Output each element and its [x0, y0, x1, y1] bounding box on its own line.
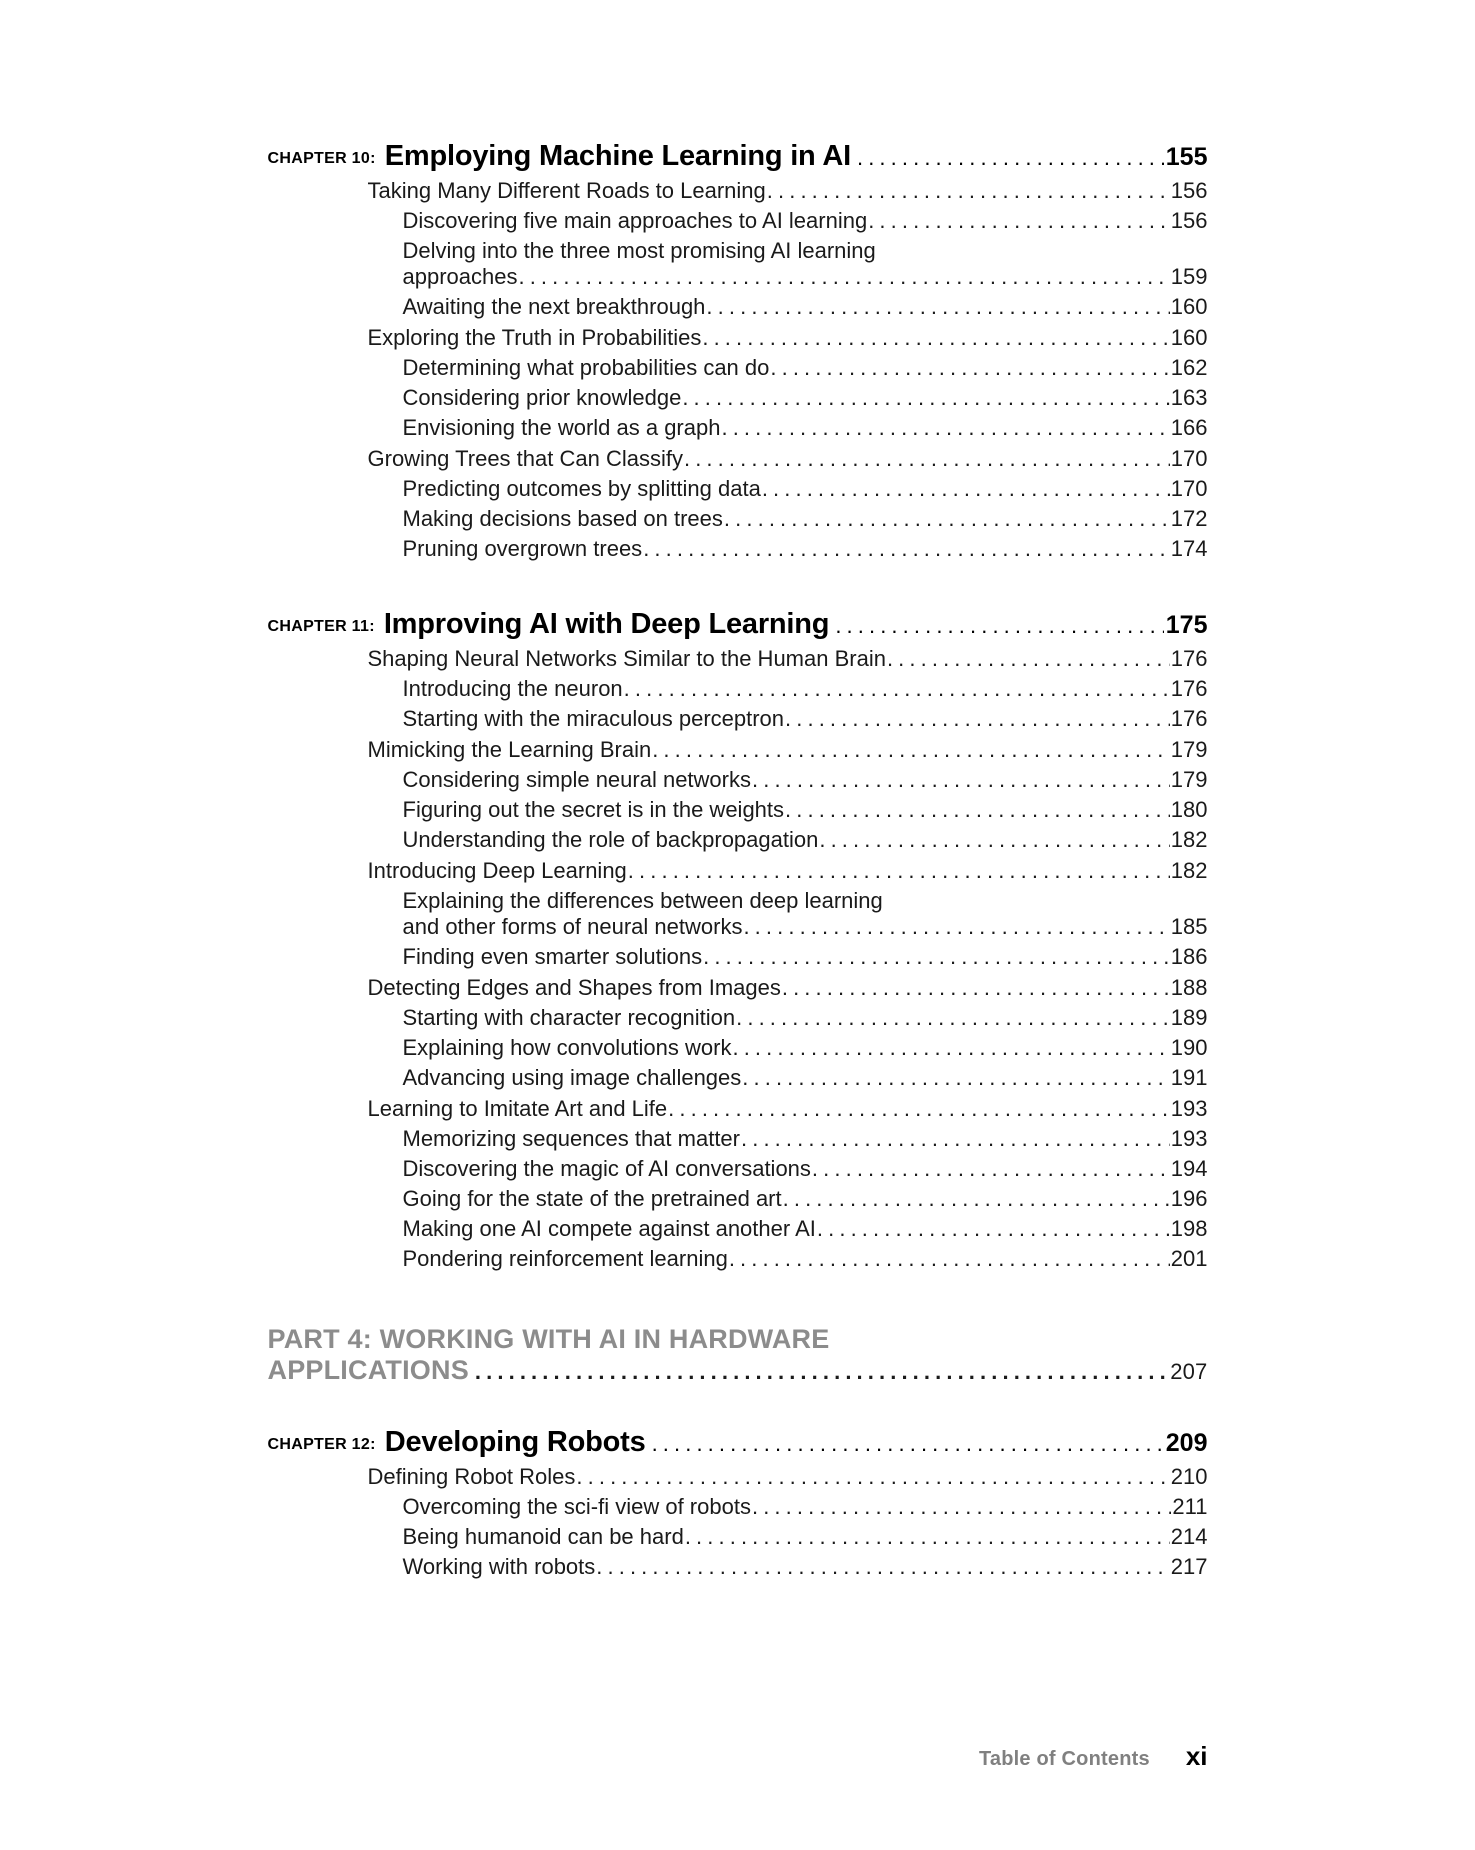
entry-text-line1: Explaining the differences between deep learning	[402, 888, 883, 913]
entry-page-number: 191	[1170, 1065, 1208, 1090]
entry-text: Going for the state of the pretrained art	[402, 1186, 782, 1211]
entry-page-number: 156	[1170, 178, 1208, 203]
entry-text: Discovering five main approaches to AI learning	[402, 208, 868, 233]
toc-entry[interactable]	[403, 1156, 1208, 1182]
entry-text: Considering simple neural networks	[402, 767, 751, 792]
entry-text: Introducing Deep Learning	[367, 858, 627, 883]
toc-entry[interactable]	[403, 476, 1208, 502]
dot-leader	[652, 737, 1170, 763]
entry-page-number: 176	[1170, 676, 1208, 701]
footer-running-head: Table of Contents	[979, 1748, 1150, 1770]
chapter-label: CHAPTER 11:	[267, 618, 375, 635]
dot-leader	[785, 797, 1170, 823]
chapter-page-number: 209	[1165, 1429, 1208, 1457]
entry-page-number: 162	[1170, 355, 1208, 380]
entry-page-number: 201	[1170, 1246, 1208, 1271]
entry-text: Pondering reinforcement learning	[402, 1246, 728, 1271]
entry-text: Working with robots	[402, 1554, 596, 1579]
toc-content	[268, 140, 1208, 1580]
entry-text: Awaiting the next breakthrough	[402, 294, 706, 319]
entry-page-number: 193	[1170, 1096, 1208, 1121]
entry-page-number: 182	[1170, 827, 1208, 852]
toc-entry[interactable]	[368, 1096, 1208, 1122]
entry-text: Introducing the neuron	[402, 676, 623, 701]
toc-entry[interactable]	[403, 385, 1208, 411]
dot-leader	[782, 975, 1170, 1001]
toc-entry[interactable]	[368, 737, 1208, 763]
entry-text-line1: Delving into the three most promising AI learning	[402, 238, 876, 263]
entry-text: Detecting Edges and Shapes from Images	[367, 975, 781, 1000]
toc-entry[interactable]	[403, 1216, 1208, 1242]
toc-entry[interactable]	[403, 767, 1208, 793]
entry-text: Starting with the miraculous perceptron	[402, 706, 785, 731]
toc-entry[interactable]	[403, 1554, 1208, 1580]
entry-page-number: 198	[1170, 1216, 1208, 1241]
entry-page-number: 179	[1170, 767, 1208, 792]
toc-entry[interactable]	[403, 506, 1208, 532]
entry-page-number: 176	[1170, 646, 1208, 671]
entry-page-number: 170	[1170, 446, 1208, 471]
chapter-title: Employing Machine Learning in AI	[384, 140, 851, 172]
toc-entry[interactable]	[403, 676, 1208, 702]
dot-leader	[742, 1065, 1170, 1091]
entry-text: Exploring the Truth in Probabilities	[367, 325, 702, 350]
toc-entry[interactable]	[403, 536, 1208, 562]
dot-leader	[518, 264, 1169, 290]
entry-line2	[403, 914, 1208, 940]
entry-text: Determining what probabilities can do	[402, 355, 770, 380]
toc-entry[interactable]	[368, 178, 1208, 204]
entry-page-number: 163	[1170, 385, 1208, 410]
entry-page-number: 189	[1170, 1005, 1208, 1030]
dot-leader	[596, 1554, 1170, 1580]
entry-text-line2: and other forms of neural networks	[402, 914, 743, 939]
entry-text-line2: approaches	[402, 264, 518, 289]
toc-entry[interactable]	[403, 888, 1208, 940]
entry-page-number: 172	[1170, 506, 1208, 531]
dot-leader	[643, 536, 1170, 562]
entry-text: Making one AI compete against another AI	[402, 1216, 816, 1241]
chapter-entry-10[interactable]	[268, 140, 1208, 173]
entry-text: Overcoming the sci-fi view of robots	[402, 1494, 751, 1519]
chapter-label: CHAPTER 12:	[267, 1436, 376, 1453]
dot-leader	[770, 355, 1169, 381]
dot-leader	[668, 1096, 1170, 1122]
dot-leader	[752, 1494, 1171, 1520]
dot-leader	[868, 208, 1170, 234]
toc-entry[interactable]	[368, 325, 1208, 351]
dot-leader	[576, 1464, 1169, 1490]
entry-page-number: 193	[1170, 1126, 1208, 1151]
part-title-line1: PART 4: WORKING WITH AI IN HARDWARE	[267, 1324, 830, 1354]
entry-page-number: 176	[1170, 706, 1208, 731]
entry-text: Taking Many Different Roads to Learning	[367, 178, 766, 203]
dot-leader	[628, 858, 1170, 884]
toc-entry[interactable]	[368, 646, 1208, 672]
chapter-page-number: 155	[1165, 143, 1208, 171]
toc-entry[interactable]	[403, 1005, 1208, 1031]
entry-page-number: 166	[1170, 415, 1208, 440]
dot-leader	[702, 325, 1169, 351]
entry-page-number: 159	[1170, 264, 1208, 289]
toc-entry[interactable]	[403, 944, 1208, 970]
dot-leader	[767, 178, 1170, 204]
toc-entry[interactable]	[403, 1126, 1208, 1152]
dot-leader	[743, 914, 1169, 940]
dot-leader	[741, 1126, 1170, 1152]
entry-text: Shaping Neural Networks Similar to the Human Brain	[367, 646, 886, 671]
page-footer	[268, 1741, 1208, 1772]
toc-entry[interactable]	[403, 827, 1208, 853]
dot-leader	[783, 1186, 1170, 1212]
dot-leader	[812, 1156, 1170, 1182]
entry-text: Memorizing sequences that matter	[402, 1126, 740, 1151]
dot-leader	[724, 506, 1170, 532]
toc-entry[interactable]	[368, 858, 1208, 884]
entry-page-number: 182	[1170, 858, 1208, 883]
toc-entry[interactable]	[403, 1494, 1208, 1520]
chapter-entry-12[interactable]	[268, 1426, 1208, 1459]
entry-text: Figuring out the secret is in the weights	[402, 797, 785, 822]
dot-leader	[685, 1524, 1170, 1550]
entry-text: Understanding the role of backpropagation	[402, 827, 819, 852]
dot-leader	[706, 294, 1169, 320]
chapter-page-number: 175	[1165, 611, 1208, 639]
entry-page-number: 174	[1170, 536, 1208, 561]
dot-leader	[887, 646, 1170, 672]
entry-text: Learning to Imitate Art and Life	[367, 1096, 668, 1121]
toc-entry[interactable]	[368, 1464, 1208, 1490]
part-entry-4[interactable]	[268, 1324, 1208, 1386]
dot-leader	[475, 1359, 1168, 1385]
dot-leader	[857, 145, 1164, 171]
entry-text: Being humanoid can be hard	[402, 1524, 684, 1549]
toc-entry[interactable]	[403, 238, 1208, 290]
toc-entry[interactable]	[403, 208, 1208, 234]
toc-entry[interactable]	[403, 294, 1208, 320]
toc-entry[interactable]	[403, 706, 1208, 732]
dot-leader	[736, 1005, 1170, 1031]
entry-text: Finding even smarter solutions	[402, 944, 703, 969]
chapter-title: Developing Robots	[384, 1426, 646, 1458]
entry-page-number: 179	[1170, 737, 1208, 762]
entry-text: Defining Robot Roles	[367, 1464, 576, 1489]
entry-page-number: 214	[1170, 1524, 1208, 1549]
dot-leader	[684, 446, 1170, 472]
toc-entry[interactable]	[403, 355, 1208, 381]
dot-leader	[762, 476, 1170, 502]
toc-entry[interactable]	[403, 1524, 1208, 1550]
part-page-number: 207	[1170, 1359, 1208, 1384]
dot-leader	[682, 385, 1169, 411]
entry-page-number: 186	[1170, 944, 1208, 969]
entry-text: Explaining how convolutions work	[402, 1035, 732, 1060]
page-folio: xi	[1185, 1741, 1208, 1771]
entry-text: Growing Trees that Can Classify	[367, 446, 683, 471]
dot-leader	[721, 415, 1169, 441]
entry-page-number: 160	[1170, 294, 1208, 319]
entry-page-number: 190	[1170, 1035, 1208, 1060]
dot-leader	[652, 1431, 1164, 1457]
entry-page-number: 160	[1170, 325, 1208, 350]
toc-entry[interactable]	[403, 1246, 1208, 1272]
entry-page-number: 180	[1170, 797, 1208, 822]
dot-leader	[819, 827, 1169, 853]
chapter-label: CHAPTER 10:	[267, 150, 376, 167]
chapter-title: Improving AI with Deep Learning	[383, 608, 830, 640]
entry-page-number: 188	[1170, 975, 1208, 1000]
entry-page-number: 210	[1170, 1464, 1208, 1489]
entry-page-number: 170	[1170, 476, 1208, 501]
toc-entry[interactable]	[368, 446, 1208, 472]
dot-leader	[752, 767, 1170, 793]
toc-entry[interactable]	[403, 1065, 1208, 1091]
entry-page-number: 196	[1170, 1186, 1208, 1211]
dot-leader	[729, 1246, 1170, 1272]
entry-text: Pruning overgrown trees	[402, 536, 643, 561]
entry-page-number: 194	[1170, 1156, 1208, 1181]
entry-line2	[403, 264, 1208, 290]
dot-leader	[703, 944, 1170, 970]
dot-leader	[732, 1035, 1169, 1061]
toc-entry[interactable]	[403, 797, 1208, 823]
entry-text: Advancing using image challenges	[402, 1065, 742, 1090]
entry-text: Discovering the magic of AI conversations	[402, 1156, 811, 1181]
toc-entry[interactable]	[368, 975, 1208, 1001]
entry-text: Starting with character recognition	[402, 1005, 736, 1030]
toc-entry[interactable]	[403, 1186, 1208, 1212]
entry-text: Envisioning the world as a graph	[402, 415, 721, 440]
entry-text: Considering prior knowledge	[402, 385, 682, 410]
entry-text: Making decisions based on trees	[402, 506, 723, 531]
dot-leader	[817, 1216, 1170, 1242]
entry-page-number: 217	[1170, 1554, 1208, 1579]
entry-text: Mimicking the Learning Brain	[367, 737, 652, 762]
entry-page-number: 156	[1170, 208, 1208, 233]
part-title-line2-row	[268, 1355, 1208, 1386]
chapter-entry-11[interactable]	[268, 608, 1208, 641]
toc-entry[interactable]	[403, 415, 1208, 441]
dot-leader	[785, 706, 1170, 732]
part-title-line2: APPLICATIONS	[267, 1355, 469, 1385]
dot-leader	[835, 613, 1163, 639]
entry-page-number: 185	[1170, 914, 1208, 939]
entry-page-number: 211	[1172, 1494, 1208, 1519]
entry-text: Predicting outcomes by splitting data	[402, 476, 761, 501]
dot-leader	[624, 676, 1170, 702]
toc-entry[interactable]	[403, 1035, 1208, 1061]
